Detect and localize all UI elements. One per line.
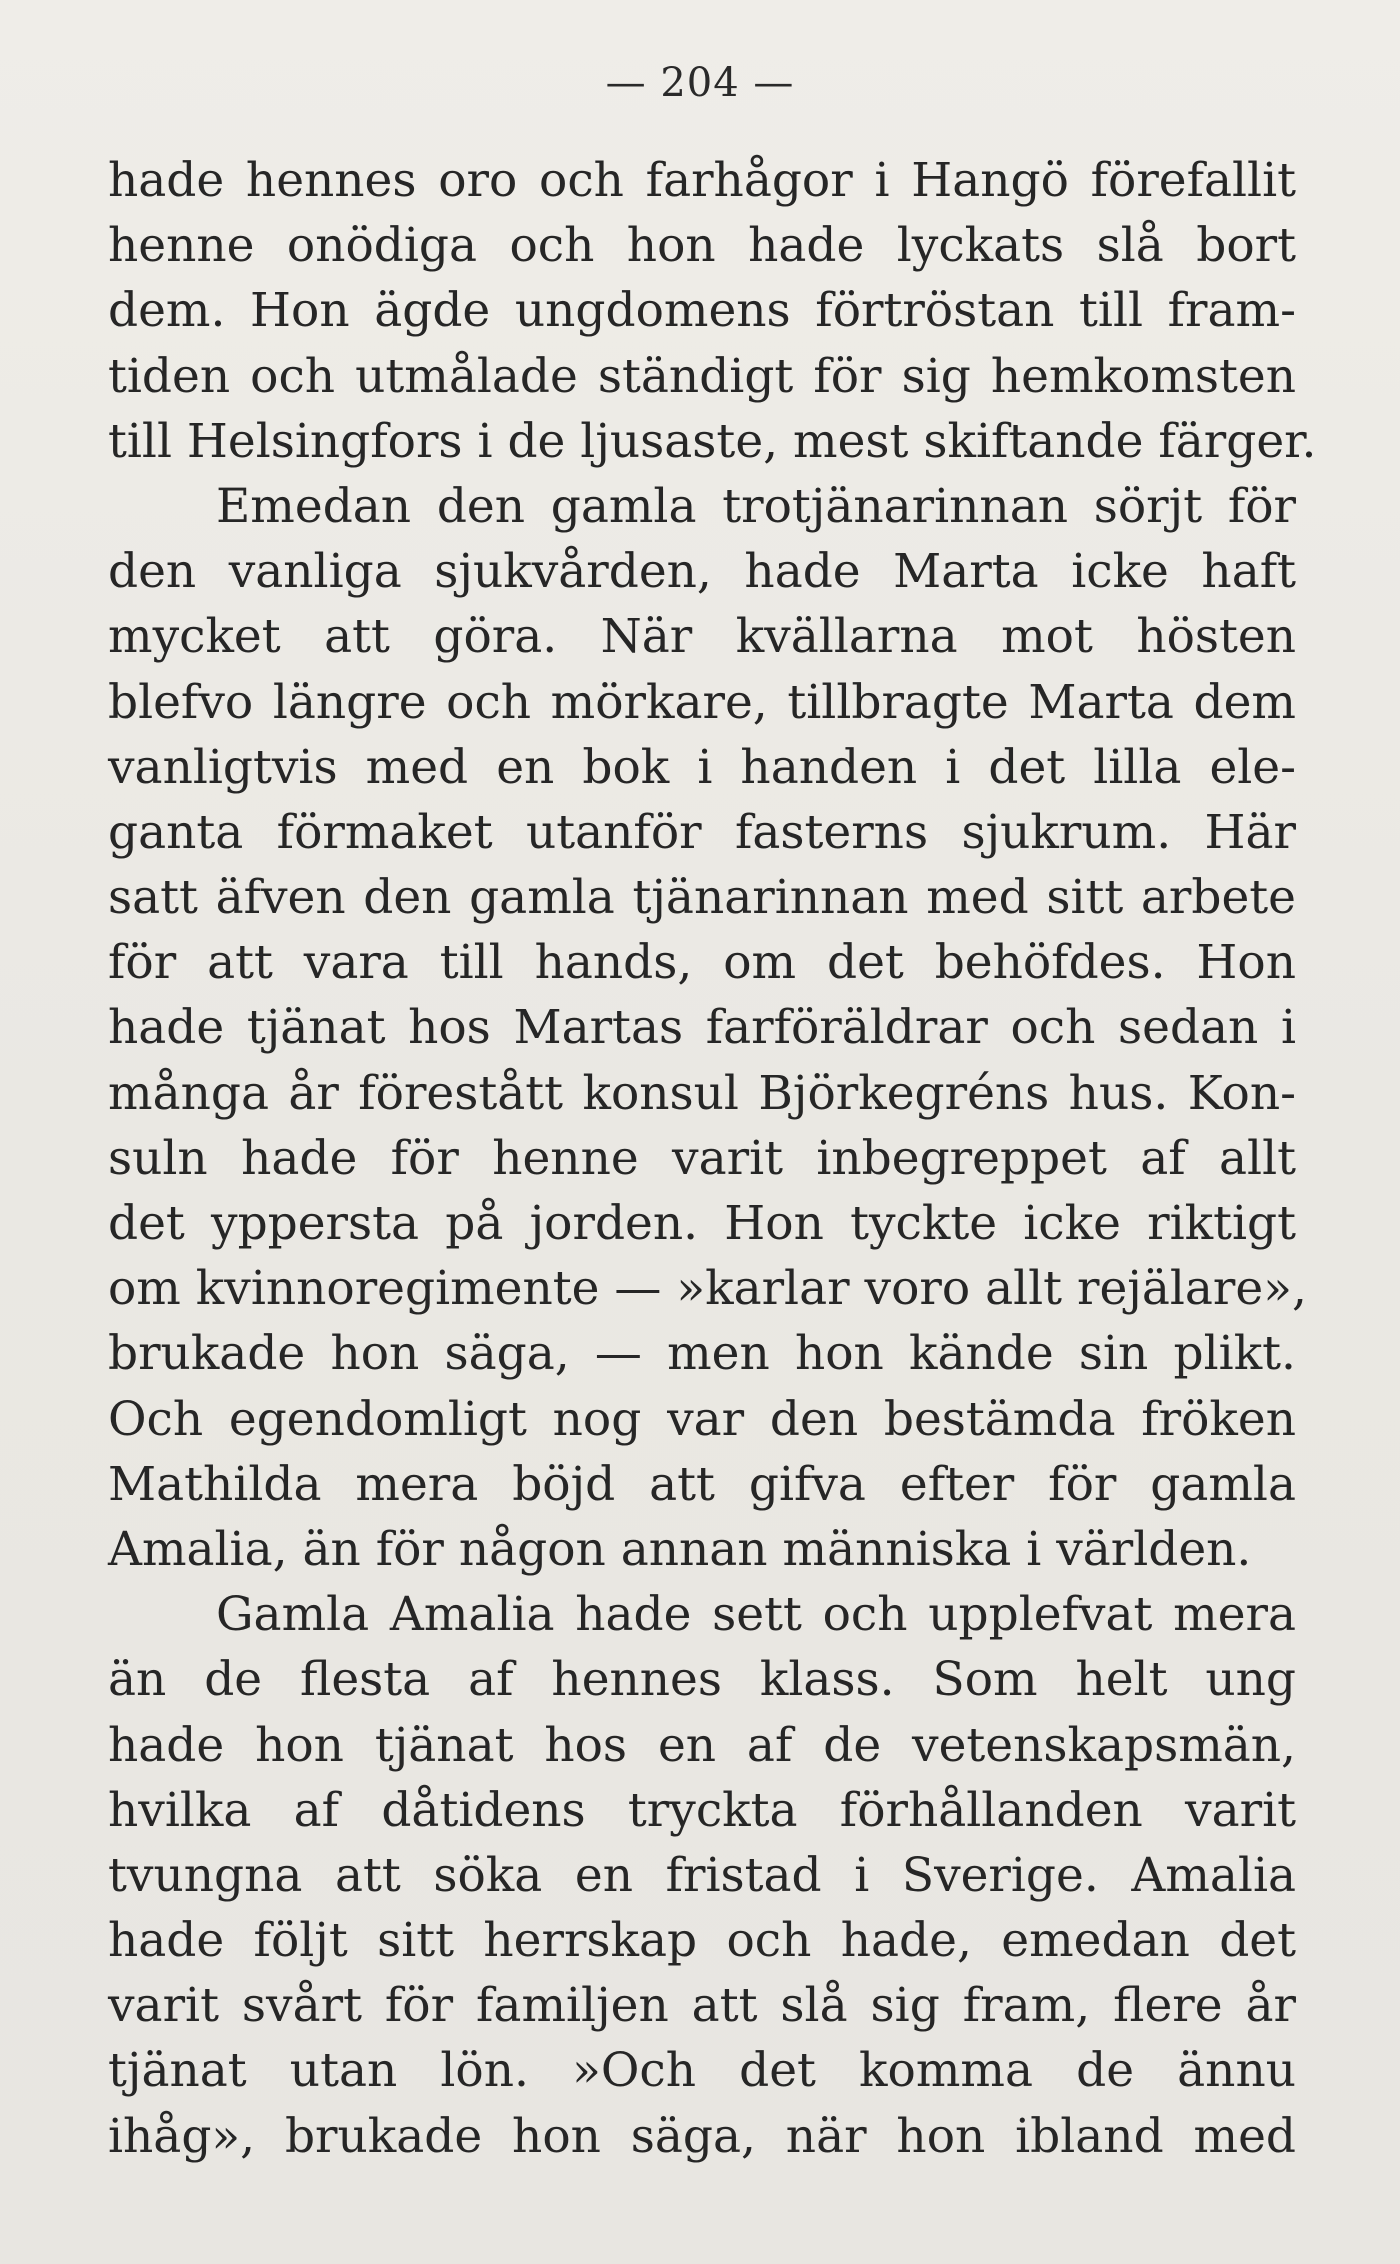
text-line: ganta förmaket utanför fasterns sjukrum. Här	[108, 804, 1296, 860]
text-line: vanligtvis med en bok i handen i det lilla ele-	[108, 739, 1296, 795]
text-line: suln hade för henne varit inbegreppet af allt	[108, 1130, 1296, 1186]
text-line: tiden och utmålade ständigt för sig hemkomsten	[108, 348, 1296, 404]
text-line: hvilka af dåtidens tryckta förhållanden varit	[108, 1782, 1296, 1838]
text-line: mycket att göra. När kvällarna mot hösten	[108, 609, 1296, 665]
text-line: hade följt sitt herrskap och hade, emedan det	[108, 1913, 1296, 1969]
text-line: varit svårt för familjen att slå sig fram, flere år	[108, 1978, 1296, 2034]
page-number: — 204 —	[605, 60, 795, 106]
text-line: blefvo längre och mörkare, tillbragte Marta dem	[108, 674, 1296, 730]
text-line: Emedan den gamla trotjänarinnan sörjt för	[216, 478, 1296, 534]
text-line: Amalia, än för någon annan människa i världen.	[108, 1521, 1252, 1577]
body-text	[108, 148, 1317, 2169]
text-line: hade hon tjänat hos en af de vetenskapsmän,	[108, 1717, 1296, 1773]
text-line: tjänat utan lön. »Och det komma de ännu	[108, 2043, 1296, 2099]
text-line: dem. Hon ägde ungdomens förtröstan till fram-	[108, 283, 1296, 339]
text-line: många år förestått konsul Björkegréns hus. Kon-	[108, 1065, 1296, 1121]
text-line: den vanliga sjukvården, hade Marta icke haft	[108, 544, 1296, 600]
text-line: Och egendomligt nog var den bestämda fröken	[108, 1391, 1296, 1447]
text-line: tvungna att söka en fristad i Sverige. Amalia	[108, 1847, 1296, 1903]
text-line: Gamla Amalia hade sett och upplefvat mera	[216, 1587, 1296, 1643]
text-line: hade hennes oro och farhågor i Hangö förefallit	[108, 153, 1296, 208]
text-line: henne onödiga och hon hade lyckats slå bort	[108, 218, 1296, 274]
text-line: till Helsingfors i de ljusaste, mest skiftande färger.	[108, 413, 1317, 469]
text-line: för att vara till hands, om det behöfdes. Hon	[108, 935, 1296, 991]
text-line: än de flesta af hennes klass. Som helt ung	[108, 1652, 1296, 1708]
text-line: hade tjänat hos Martas farföräldrar och sedan i	[108, 1000, 1296, 1056]
text-line: det yppersta på jorden. Hon tyckte icke riktigt	[108, 1196, 1296, 1251]
text-line: satt äfven den gamla tjänarinnan med sitt arbete	[108, 870, 1296, 926]
text-line: brukade hon säga, — men hon kände sin plikt.	[108, 1326, 1296, 1382]
text-line: Mathilda mera böjd att gifva efter för gamla	[108, 1456, 1296, 1512]
text-line: om kvinnoregimente — »karlar voro allt rejälare»,	[108, 1261, 1307, 1317]
text-line: ihåg», brukade hon säga, när hon ibland med	[108, 2108, 1296, 2164]
